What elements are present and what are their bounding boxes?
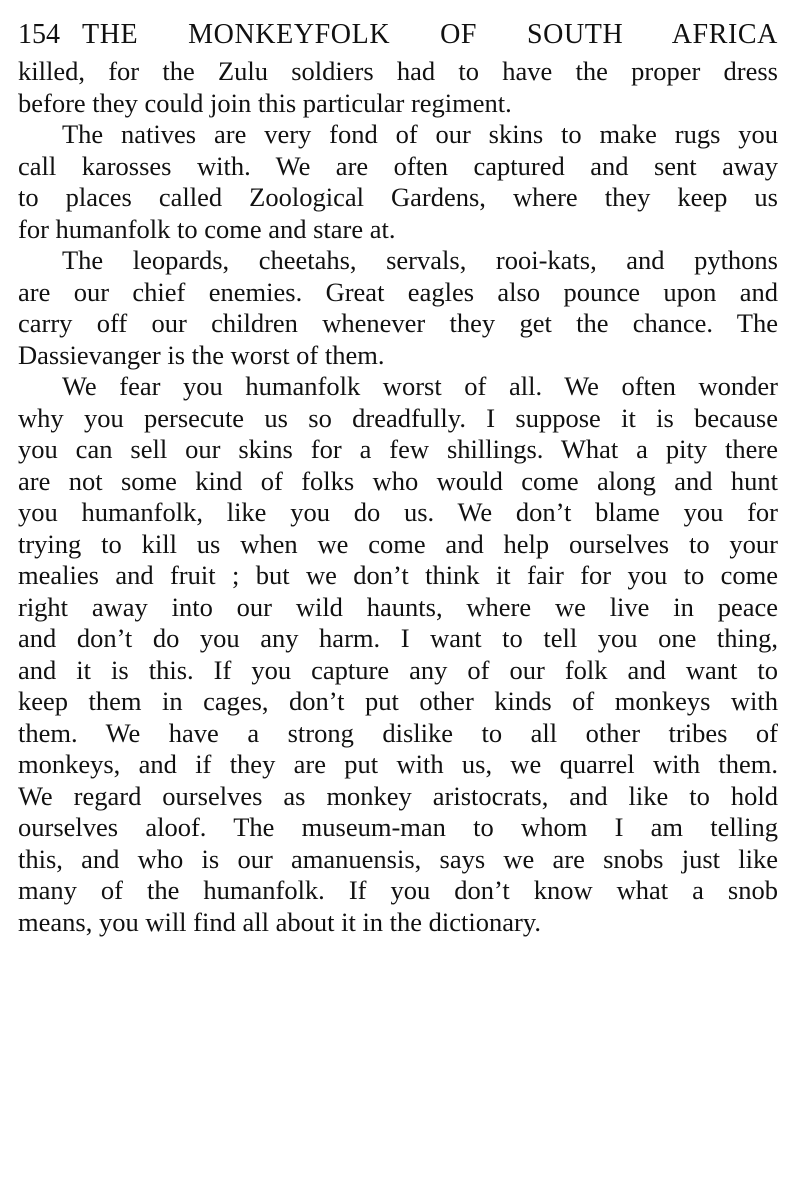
text-line: monkeys, and if they are put with us, we quarrel with them.	[18, 749, 778, 779]
running-head-title: THE MONKEYFOLK OF SOUTH AFRICA	[82, 19, 778, 50]
page-number: 154	[18, 19, 60, 50]
text-line: call karosses with. We are often captured and sent away	[18, 150, 778, 181]
text-line: you humanfolk, like you do us. We don’t blame you for	[18, 497, 778, 527]
text-line: Dassievanger is the worst of them.	[18, 339, 385, 370]
text-line: means, you will find all about it in the dictionary.	[18, 906, 542, 937]
text-line: why you persecute us so dreadfully. I suppose it is because	[18, 402, 778, 433]
body-text	[18, 56, 778, 938]
text-line: ourselves aloof. The museum-man to whom I am telling	[18, 812, 778, 842]
text-line: The leopards, cheetahs, servals, rooi-kats, and pythons	[62, 245, 778, 275]
text-line: and don’t do you any harm. I want to tell you one thing,	[18, 623, 778, 653]
text-line: mealies and fruit ; but we don’t think it fair for you to come	[18, 560, 778, 590]
text-line: The natives are very fond of our skins to make rugs you	[62, 119, 778, 149]
text-line: you can sell our skins for a few shillings. What a pity there	[18, 434, 778, 464]
text-line: for humanfolk to come and stare at.	[18, 213, 396, 244]
text-line: We fear you humanfolk worst of all. We often wonder	[62, 371, 778, 401]
text-line: killed, for the Zulu soldiers had to have the proper dress	[18, 56, 778, 86]
text-line: this, and who is our amanuensis, says we are snobs just like	[18, 843, 778, 874]
text-line: trying to kill us when we come and help ourselves to your	[18, 528, 778, 559]
running-head	[18, 14, 778, 56]
text-line: are our chief enemies. Great eagles also pounce upon and	[18, 276, 778, 307]
text-line: are not some kind of folks who would come along and hunt	[18, 465, 778, 496]
text-line: keep them in cages, don’t put other kinds of monkeys with	[18, 686, 778, 716]
text-line: right away into our wild haunts, where we live in peace	[18, 591, 778, 622]
text-line: before they could join this particular regiment.	[18, 87, 512, 118]
text-line: carry off our children whenever they get the chance. The	[18, 308, 778, 338]
text-line: them. We have a strong dislike to all other tribes of	[18, 717, 778, 748]
text-line: many of the humanfolk. If you don’t know what a snob	[18, 875, 778, 905]
text-line: We regard ourselves as monkey aristocrats, and like to hold	[18, 780, 778, 811]
text-line: and it is this. If you capture any of our folk and want to	[18, 654, 778, 685]
text-line: to places called Zoological Gardens, where they keep us	[18, 182, 778, 212]
